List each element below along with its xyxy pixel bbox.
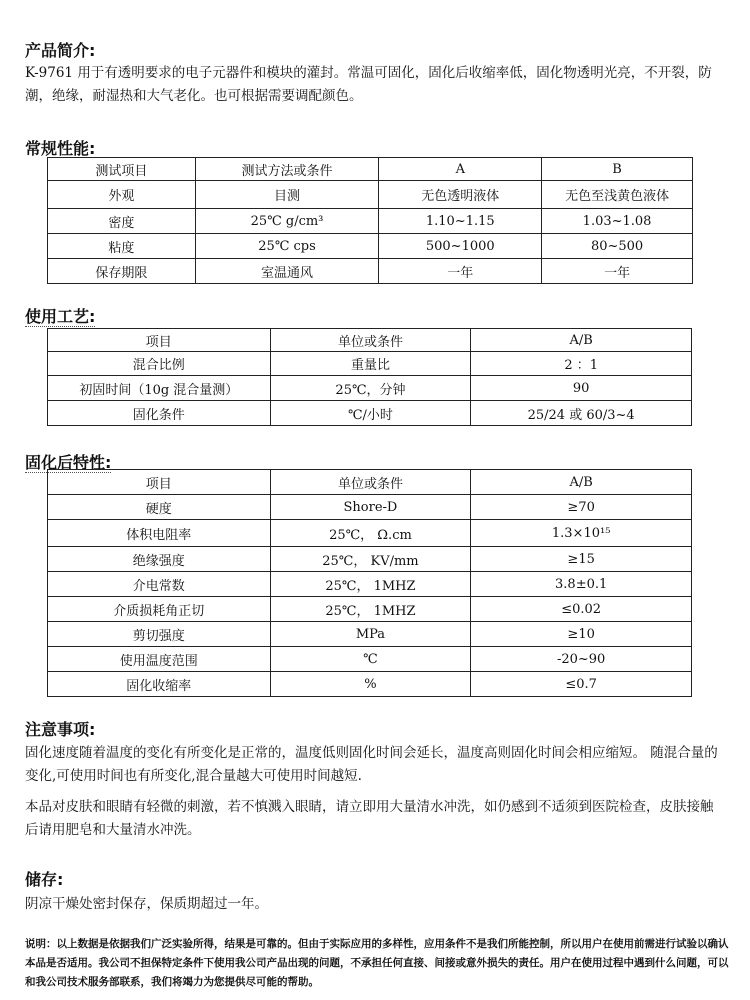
header-cell: 测试方法或条件 xyxy=(195,158,379,181)
table-cell: 室温通风 xyxy=(195,259,379,284)
table-cell: 固化条件 xyxy=(48,401,271,426)
table-cell: 剪切强度 xyxy=(48,622,271,647)
table-cell: 一年 xyxy=(379,259,542,284)
header-cell: 测试项目 xyxy=(48,158,196,181)
header-cell: A/B xyxy=(471,329,692,352)
table-row xyxy=(48,181,693,209)
table-cell: 粘度 xyxy=(48,234,196,259)
table-cell: 1.03~1.08 xyxy=(542,209,693,234)
process-title: 使用工艺: xyxy=(25,307,96,326)
table-header-row xyxy=(48,470,692,495)
table-cell: 500~1000 xyxy=(379,234,542,259)
table-row xyxy=(48,234,693,259)
table-cell: 体积电阻率 xyxy=(48,520,271,547)
table-cell: ≥10 xyxy=(471,622,692,647)
storage-title: 储存: xyxy=(25,870,64,889)
table-row xyxy=(48,352,692,376)
table-cell: ≥70 xyxy=(471,495,692,520)
table-row xyxy=(48,495,692,520)
notes-paragraph-1: 固化速度随着温度的变化有所变化是正常的，温度低则固化时间会延长，温度高则固化时间会相应缩短。 随混合量的变化,可使用时间也有所变化,混合量越大可使用时间越短. xyxy=(25,745,718,784)
table-cell: 1.3×10¹⁵ xyxy=(471,520,692,547)
table-cell: 2 ：1 xyxy=(471,352,692,376)
general-title: 常规性能: xyxy=(25,139,96,158)
table-cell: 绝缘强度 xyxy=(48,547,271,572)
table-cell: 80~500 xyxy=(542,234,693,259)
header-cell: 项目 xyxy=(48,329,271,352)
process-table xyxy=(47,328,692,426)
table-row xyxy=(48,647,692,672)
table-cell: 初固时间（10g 混合量测） xyxy=(48,376,271,401)
header-cell: A/B xyxy=(471,470,692,495)
table-cell: 90 xyxy=(471,376,692,401)
table-row xyxy=(48,401,692,426)
storage-text: 阴凉干燥处密封保存，保质期超过一年。 xyxy=(25,896,268,912)
header-cell: 项目 xyxy=(48,470,271,495)
table-cell: 无色至浅黄色液体 xyxy=(542,181,693,209)
table-cell: ≤0.7 xyxy=(471,672,692,697)
table-cell: 一年 xyxy=(542,259,693,284)
table-cell: 介质损耗角正切 xyxy=(48,597,271,622)
table-cell: 25℃， KV/mm xyxy=(270,547,471,572)
table-row xyxy=(48,572,692,597)
table-row xyxy=(48,547,692,572)
table-cell: 25℃， Ω.cm xyxy=(270,520,471,547)
intro-title: 产品简介: xyxy=(25,41,96,60)
table-cell: 3.8±0.1 xyxy=(471,572,692,597)
cured-title: 固化后特性: xyxy=(25,453,112,472)
table-header-row xyxy=(48,158,693,181)
intro-text: K-9761 用于有透明要求的电子元器件和模块的灌封。常温可固化，固化后收缩率低，固化物透明光亮，不开裂，防潮，绝缘，耐湿热和大气老化。也可根据需要调配颜色。 xyxy=(25,65,712,104)
table-cell: 固化收缩率 xyxy=(48,672,271,697)
table-cell: 25℃ cps xyxy=(195,234,379,259)
notes-paragraph-2: 本品对皮肤和眼睛有轻微的刺激，若不慎溅入眼睛，请立即用大量清水冲洗，如仍感到不适须到医院检查，皮肤接触后请用肥皂和大量清水冲洗。 xyxy=(25,799,714,838)
table-cell: 25/24 或 60/3~4 xyxy=(471,401,692,426)
table-cell: % xyxy=(270,672,471,697)
table-row xyxy=(48,622,692,647)
table-cell: 25℃ g/cm³ xyxy=(195,209,379,234)
table-row xyxy=(48,672,692,697)
table-cell: ℃/小时 xyxy=(270,401,471,426)
table-row xyxy=(48,209,693,234)
table-cell: 1.10~1.15 xyxy=(379,209,542,234)
table-cell: Shore-D xyxy=(270,495,471,520)
table-cell: MPa xyxy=(270,622,471,647)
table-header-row xyxy=(48,329,692,352)
table-cell: 25℃， 1MHZ xyxy=(270,597,471,622)
table-row xyxy=(48,597,692,622)
table-row xyxy=(48,376,692,401)
table-cell: 重量比 xyxy=(270,352,471,376)
table-cell: 混合比例 xyxy=(48,352,271,376)
table-row xyxy=(48,520,692,547)
table-cell: 硬度 xyxy=(48,495,271,520)
table-cell: 密度 xyxy=(48,209,196,234)
table-cell: 无色透明液体 xyxy=(379,181,542,209)
table-cell: 目测 xyxy=(195,181,379,209)
table-cell: 使用温度范围 xyxy=(48,647,271,672)
header-cell: 单位或条件 xyxy=(270,470,471,495)
table-cell: 25℃， 1MHZ xyxy=(270,572,471,597)
cured-properties-table xyxy=(47,469,692,697)
header-cell: A xyxy=(379,158,542,181)
table-cell: ≤0.02 xyxy=(471,597,692,622)
table-cell: ℃ xyxy=(270,647,471,672)
table-cell: 外观 xyxy=(48,181,196,209)
table-cell: 25℃，分钟 xyxy=(270,376,471,401)
table-cell: 介电常数 xyxy=(48,572,271,597)
notes-title: 注意事项: xyxy=(25,720,96,739)
disclaimer-text: 说明：以上数据是依据我们广泛实验所得，结果是可靠的。但由于实际应用的多样性，应用条件不是我们所能控制，所以用户在使用前需进行试验以确认本品是否适用。我公司不担保特定条件下使用我公司产品出现的问题，不承担任何直接、间接或意外损失的责任。用户在使用过程中遇到什么问题，可以和我公司技术服务部联系，我们将竭力为您提供尽可能的帮助。 xyxy=(25,938,729,988)
table-cell: ≥15 xyxy=(471,547,692,572)
header-cell: B xyxy=(542,158,693,181)
table-cell: 保存期限 xyxy=(48,259,196,284)
header-cell: 单位或条件 xyxy=(270,329,471,352)
table-cell: -20~90 xyxy=(471,647,692,672)
table-row xyxy=(48,259,693,284)
general-properties-table xyxy=(47,157,693,284)
